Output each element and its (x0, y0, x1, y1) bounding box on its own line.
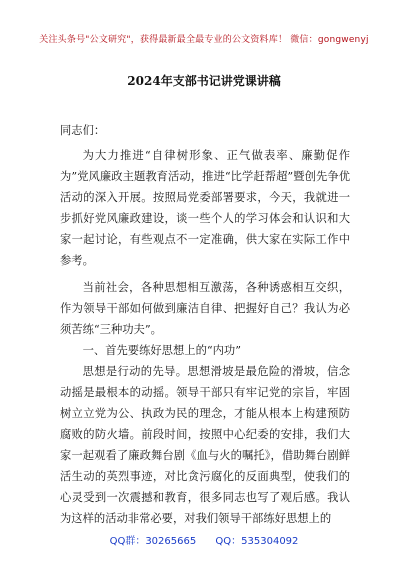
qq-number: QQ：535304092 (215, 536, 299, 547)
header-banner: 关注头条号"公文研究"，获得最新最全最专业的公文资料库！ 微信：gongwenyj (39, 35, 369, 45)
qq-group-number: QQ群：30265665 (109, 536, 197, 547)
document-body (60, 120, 350, 529)
salutation: 同志们： (60, 124, 106, 137)
section-heading: 一、首先要练好思想上的“内功” (82, 344, 242, 357)
paragraph-intro: 为大力推进“自律树形象、正气做表率、廉勤促作为”党风廉政主题教育活动，推进“比学赶帮超”暨创先争优活动的深入开展。按照局党委部署要求，今天，我就进一步抓好党风廉政建设，谈一些个人的学习体会和认识和大家一起讨论，有些观点不一定准确，供大家在实际工作中参考。 (60, 149, 350, 267)
document-title: 2024年支部书记讲党课讲稿 (127, 74, 281, 88)
footer-contact (0, 532, 408, 547)
paragraph-context: 当前社会，各种思想相互激荡，各种诱惑相互交织，作为领导干部如何做到廉洁自律、把握好自己？我认为必须苦练“三种功夫”。 (60, 281, 350, 336)
paragraph-section-1: 思想是行动的先导。思想滑坡是最危险的滑坡，信念动摇是最根本的动摇。领导干部只有牢记党的宗旨，牢固树立立党为公、执政为民的理念，才能从根本上构建预防腐败的防火墙。前段时间，按照中心纪委的安排，我们大家一起观看了廉政舞台剧《血与火的嘱托》，借助舞台剧鲜活生动的英烈事迹，对比贪污腐化的反面典型，使我们的心灵受到一次震撼和教育，很多同志也写了观后感。我认为这样的活动非常必要，对我们领导干部练好思想上的 (60, 365, 350, 525)
